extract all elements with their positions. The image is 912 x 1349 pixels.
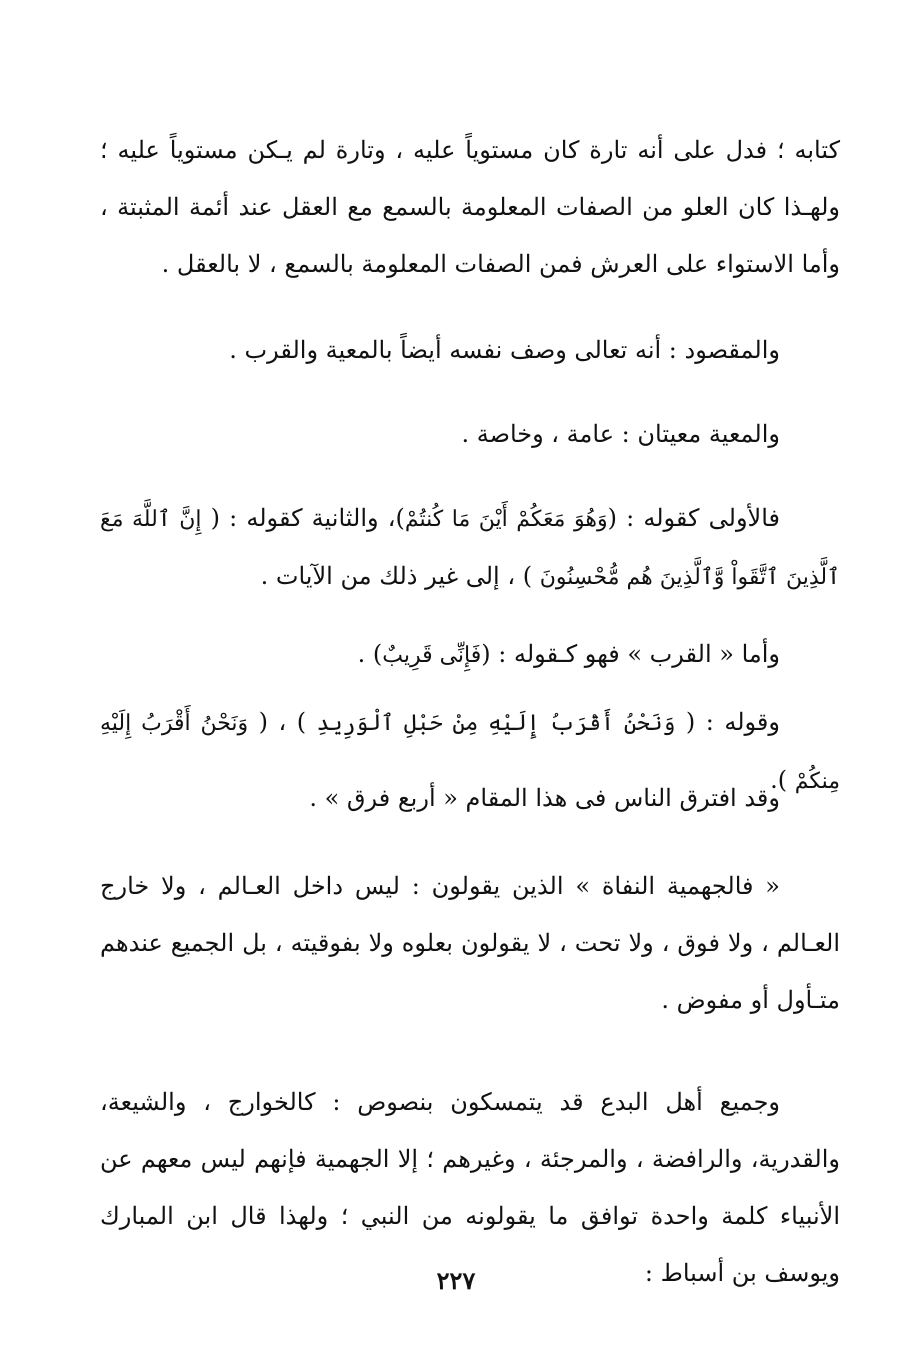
paragraph-3: والمعية معيتان : عامة ، وخاصة . [461,420,780,448]
paragraph-5: وأما « القرب » فهو كـقوله : (فَإِنِّى قَرِيبٌ) . [357,640,780,668]
paragraph-4: فالأولى كقوله : (وَهُوَ مَعَكُمْ أَيْنَ مَا كُنتُمْ)، والثانية كقوله : ( إِنَّ ٱللَّهَ مَعَ ٱلَّذِينَ ٱتَّقَواْ وَّٱلَّذِينَ هُم مُّحْسِنُونَ ) ، إلى غير ذلك من الآيات . [100,504,840,590]
quran-verse-1: وَهُوَ مَعَكُمْ أَيْنَ مَا كُنتُمْ [404,507,608,532]
quran-verse-2: إِنَّ ٱللَّهَ مَعَ ٱلَّذِينَ ٱتَّقَواْ وَّٱلَّذِينَ هُم مُّحْسِنُونَ [100,507,840,590]
quran-verse-4: وَنَحْنُ أَقْرَبُ إِلَيْهِ مِنْ حَبْلِ ٱلْوَرِيدِ [316,711,676,736]
paragraph-7: وقد افترق الناس فى هذا المقام « أربع فرق » . [309,784,780,812]
paragraph-1: كتابه ؛ فدل على أنه تارة كان مستوياً عليه ، وتارة لم يـكن مستوياً عليه ؛ ولهـذا كان العلو من الصفات المعلومة بالسمع مع العقل عند أئمة المثبتة ، وأما الاستواء على العرش فمن الصفات المعلومة بالسمع ، لا بالعقل . [100,136,840,278]
page-number: ٢٢٧ [436,1266,476,1295]
paragraph-9: وجميع أهل البدع قد يتمسكون بنصوص : كالخوارج ، والشيعة، والقدرية، والرافضة ، والمرجئة ، وغيرهم ؛ إلا الجهمية فإنهم ليس معهم عن الأنبياء كلمة واحدة توافق ما يقولونه من النبي ؛ ولهذا قال ابن المبارك ويوسف بن أسباط : [100,1088,840,1287]
paragraph-2: والمقصود : أنه تعالى وصف نفسه أيضاً بالمعية والقرب . [229,336,780,364]
paragraph-6: وقوله : ( وَنَحْنُ أَقْرَبُ إِلَيْهِ مِنْ حَبْلِ ٱلْوَرِيدِ ) ، ( وَنَحْنُ أَقْرَبُ إِلَيْهِ مِنكُمْ ). [100,708,840,794]
paragraph-8: « فالجهمية النفاة » الذين يقولون : ليس داخل العـالم ، ولا خارج العـالم ، ولا فوق ، ولا تحت ، لا يقولون بعلوه ولا بفوقيته ، بل الجميع عندهم متـأول أو مفوض . [100,872,840,1014]
quran-verse-3: فَإِنِّى قَرِيبٌ [382,643,482,668]
quran-verse-5: وَنَحْنُ أَقْرَبُ إِلَيْهِ مِنكُمْ [100,711,840,794]
